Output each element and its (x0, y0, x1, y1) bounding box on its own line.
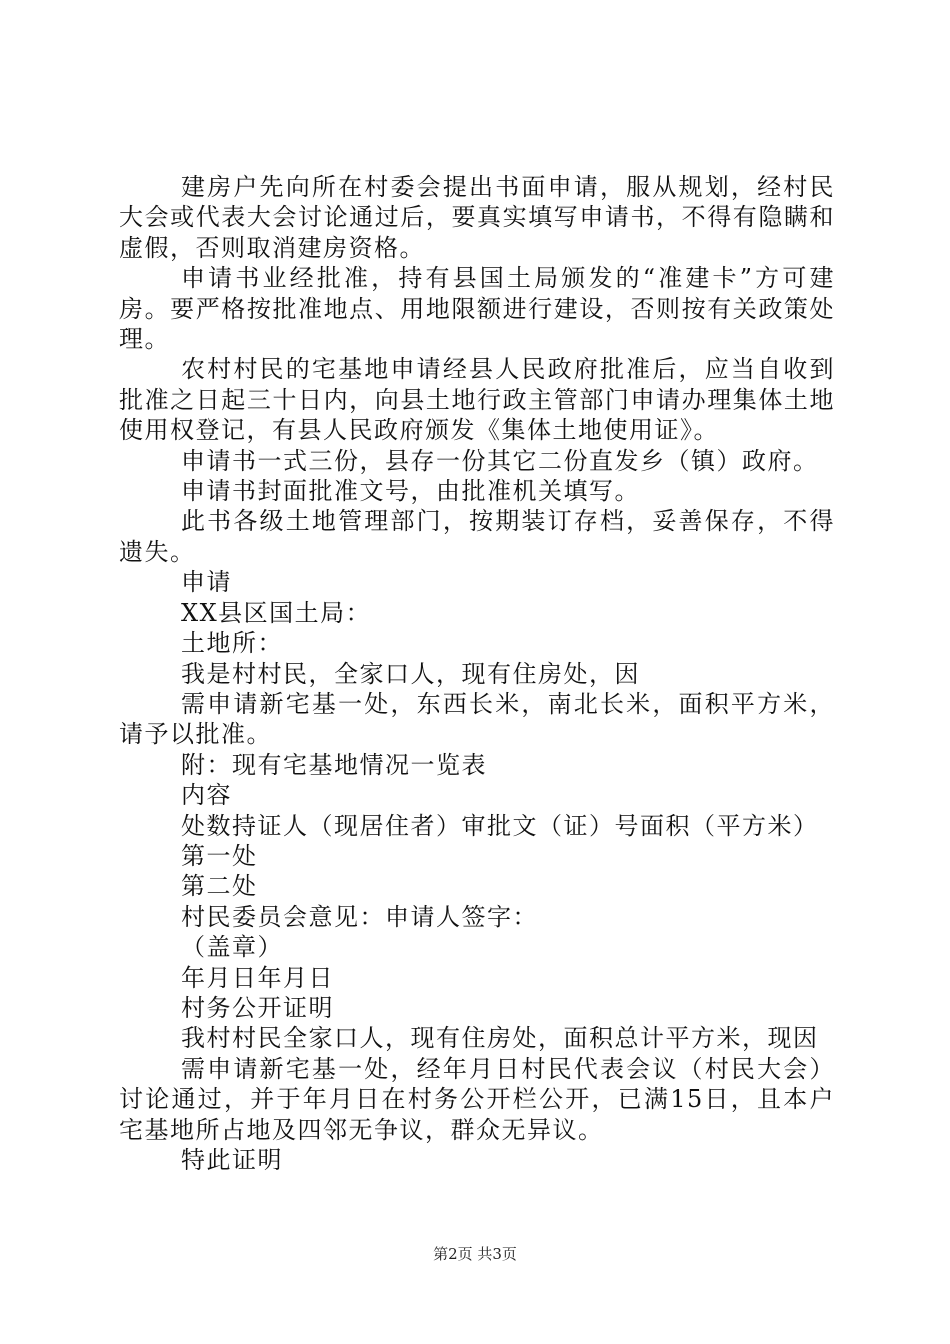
paragraph-build-application: 建房户先向所在村委会提出书面申请，服从规划，经村民大会或代表大会讨论通过后，要真实填写申请书，不得有隐瞒和虚假，否则取消建房资格。 (119, 173, 835, 262)
paragraph-applicant-intro: 我是村村民，全家口人，现有住房处，因 (181, 659, 640, 688)
table-header-columns: 处数持证人（现居住者）审批文（证）号面积（平方米） (181, 811, 819, 840)
heading-application: 申请 (181, 568, 232, 597)
closing-certification: 特此证明 (181, 1146, 283, 1174)
paragraph-certificate-body: 需申请新宅基一处，经年月日村民代表会议（村民大会）讨论通过，并于年月日在村务公开栏公开，已满15日，且本户宅基地所占地及四邻无争议，群众无异议。 (119, 1054, 835, 1144)
document-body (119, 172, 835, 1175)
date-line: 年月日年月日 (181, 963, 334, 992)
table-row-first: 第一处 (181, 841, 258, 870)
page-footer: 第2页 共3页 (433, 1245, 517, 1263)
paragraph-archive: 此书各级土地管理部门，按期装订存档，妥善保存，不得遗失。 (119, 507, 835, 566)
paragraph-request: 需申请新宅基一处，东西长米，南北长米，面积平方米，请予以批准。 (119, 689, 835, 749)
heading-public-certificate: 村务公开证明 (181, 993, 334, 1022)
table-row-second: 第二处 (181, 872, 258, 901)
paragraph-approval-card: 申请书业经批准，持有县国土局颁发的“准建卡”方可建房。要严格按批准地点、用地限额进行建设，否则按有关政策处理。 (119, 264, 835, 354)
addressee-bureau: XX县区国土局： (181, 598, 372, 627)
addressee-land-office: 土地所： (181, 629, 283, 658)
signature-line: 村民委员会意见：申请人签字： (181, 902, 538, 931)
paragraph-copies: 申请书一式三份，县存一份其它二份直发乡（镇）政府。 (181, 446, 819, 475)
paragraph-approval-number: 申请书封面批准文号，由批准机关填写。 (181, 477, 640, 506)
attachment-title: 附：现有宅基地情况一览表 (181, 750, 487, 779)
paragraph-certificate-intro: 我村村民全家口人，现有住房处，面积总计平方米，现因 (181, 1024, 819, 1053)
seal-label: （盖章） (181, 933, 283, 962)
table-header-content: 内容 (181, 781, 232, 810)
paragraph-land-registration: 农村村民的宅基地申请经县人民政府批准后，应当自收到批准之日起三十日内，向县土地行政主管部门申请办理集体土地使用权登记，有县人民政府颁发《集体土地使用证》。 (119, 355, 835, 445)
